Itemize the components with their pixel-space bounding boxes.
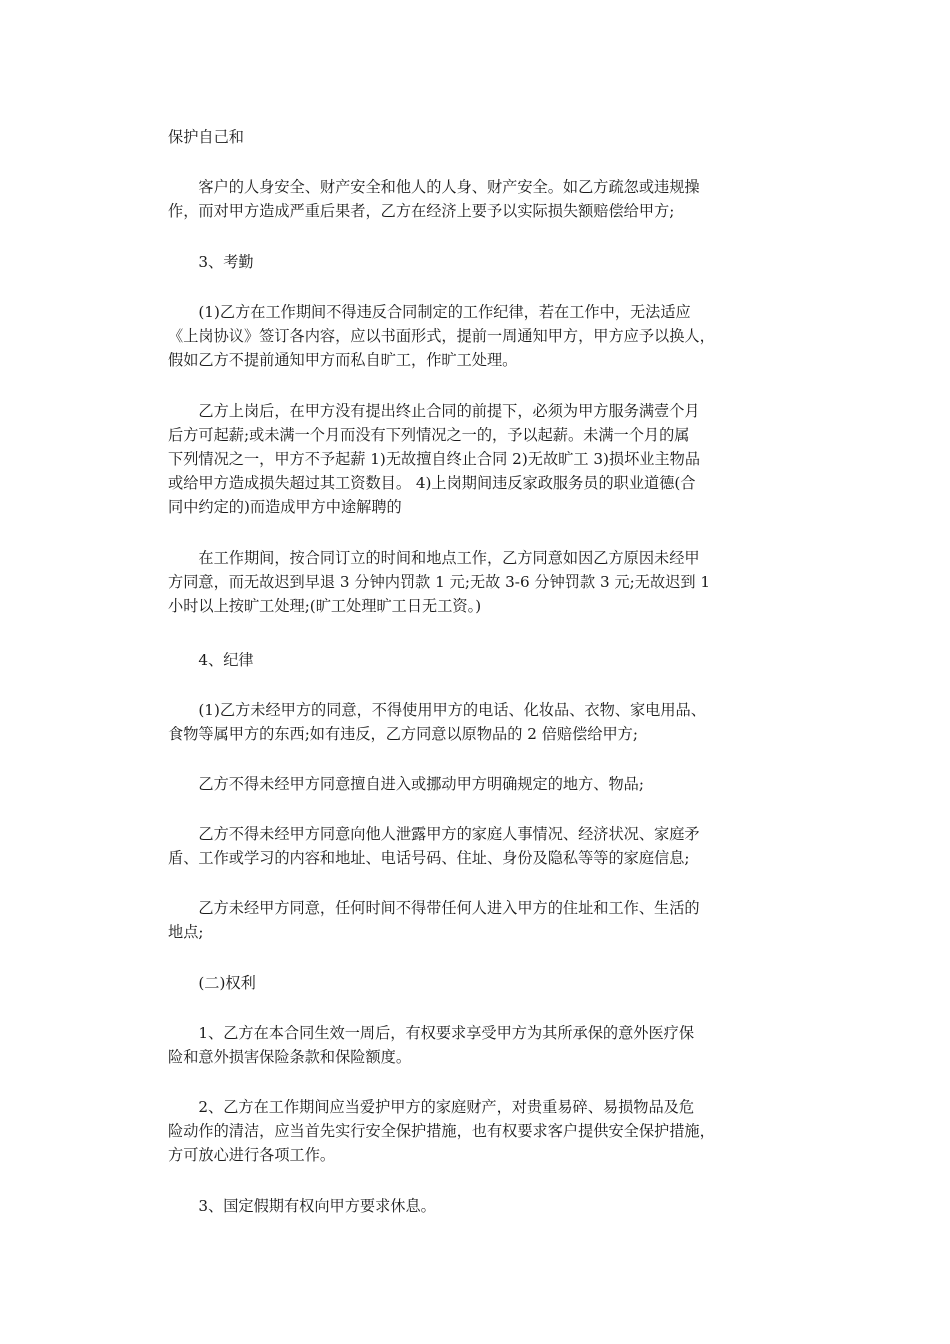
text-line: 同中约定的)而造成甲方中途解聘的 bbox=[168, 498, 402, 516]
paragraph-intro bbox=[168, 125, 788, 149]
text-line: 1、乙方在本合同生效一周后，有权要求享受甲方为其所承保的意外医疗保 bbox=[168, 1024, 695, 1042]
heading-discipline bbox=[168, 648, 788, 672]
text-line: 方可放心进行各项工作。 bbox=[168, 1146, 336, 1164]
text-line: 险动作的清洁，应当首先实行安全保护措施，也有权要求客户提供安全保护措施， bbox=[168, 1122, 715, 1140]
text-line: 地点; bbox=[168, 923, 204, 941]
text-line: 乙方未经甲方同意，任何时间不得带任何人进入甲方的住址和工作、生活的 bbox=[168, 899, 700, 917]
text-line: 乙方不得未经甲方同意擅自进入或挪动甲方明确规定的地方、物品; bbox=[168, 775, 644, 793]
text-line: 3、考勤 bbox=[168, 253, 254, 271]
paragraph-discipline-1 bbox=[168, 698, 788, 746]
text-line: 乙方上岗后，在甲方没有提出终止合同的前提下，必须为甲方服务满壹个月 bbox=[168, 402, 700, 420]
text-line: 后方可起薪;或未满一个月而没有下列情况之一的，予以起薪。未满一个月的属 bbox=[168, 426, 690, 444]
paragraph-salary-start bbox=[168, 399, 788, 519]
text-line: 盾、工作或学习的内容和地址、电话号码、住址、身份及隐私等等的家庭信息; bbox=[168, 849, 690, 867]
text-line: 保护自己和 bbox=[168, 128, 244, 146]
text-line: 小时以上按旷工处理;(旷工处理旷工日无工资。) bbox=[168, 597, 482, 615]
text-line: 乙方不得未经甲方同意向他人泄露甲方的家庭人事情况、经济状况、家庭矛 bbox=[168, 825, 700, 843]
text-line: 《上岗协议》签订各内容，应以书面形式，提前一周通知甲方，甲方应予以换人， bbox=[168, 327, 715, 345]
text-line: 或给甲方造成损失超过其工资数目。 4)上岗期间违反家政服务员的职业道德(合 bbox=[168, 474, 696, 492]
text-line: 方同意，而无故迟到早退 3 分钟内罚款 1 元;无故 3-6 分钟罚款 3 元;无故迟到 1 bbox=[168, 573, 711, 591]
heading-attendance bbox=[168, 250, 788, 274]
text-line: 作，而对甲方造成严重后果者，乙方在经济上要予以实际损失额赔偿给甲方; bbox=[168, 202, 675, 220]
text-line: 险和意外损害保险条款和保险额度。 bbox=[168, 1048, 411, 1066]
paragraph-rights-3 bbox=[168, 1194, 788, 1218]
paragraph-attendance-1 bbox=[168, 300, 788, 372]
text-line: (1)乙方在工作期间不得违反合同制定的工作纪律，若在工作中，无法适应 bbox=[168, 303, 691, 321]
heading-rights bbox=[168, 971, 788, 995]
paragraph-rights-2 bbox=[168, 1095, 788, 1167]
text-line: 2、乙方在工作期间应当爱护甲方的家庭财产，对贵重易碎、易损物品及危 bbox=[168, 1098, 695, 1116]
paragraph-discipline-3 bbox=[168, 822, 788, 870]
text-line: (二)权利 bbox=[168, 974, 256, 992]
text-line: 3、国定假期有权向甲方要求休息。 bbox=[168, 1197, 436, 1215]
text-line: 下列情况之一，甲方不予起薪 1)无故擅自终止合同 2)无故旷工 3)损坏业主物品 bbox=[168, 450, 701, 468]
text-line: (1)乙方未经甲方的同意，不得使用甲方的电话、化妆品、衣物、家电用品、 bbox=[168, 701, 706, 719]
paragraph-discipline-4 bbox=[168, 896, 788, 944]
text-line: 假如乙方不提前通知甲方而私自旷工，作旷工处理。 bbox=[168, 351, 518, 369]
paragraph-work-time bbox=[168, 546, 788, 618]
text-line: 在工作期间，按合同订立的时间和地点工作，乙方同意如因乙方原因未经甲 bbox=[168, 549, 700, 567]
text-line: 客户的人身安全、财产安全和他人的人身、财产安全。如乙方疏忽或违规操 bbox=[168, 178, 700, 196]
paragraph-safety bbox=[168, 175, 788, 223]
paragraph-rights-1 bbox=[168, 1021, 788, 1069]
text-line: 4、纪律 bbox=[168, 651, 254, 669]
text-line: 食物等属甲方的东西;如有违反，乙方同意以原物品的 2 倍赔偿给甲方; bbox=[168, 725, 638, 743]
paragraph-discipline-2 bbox=[168, 772, 788, 796]
